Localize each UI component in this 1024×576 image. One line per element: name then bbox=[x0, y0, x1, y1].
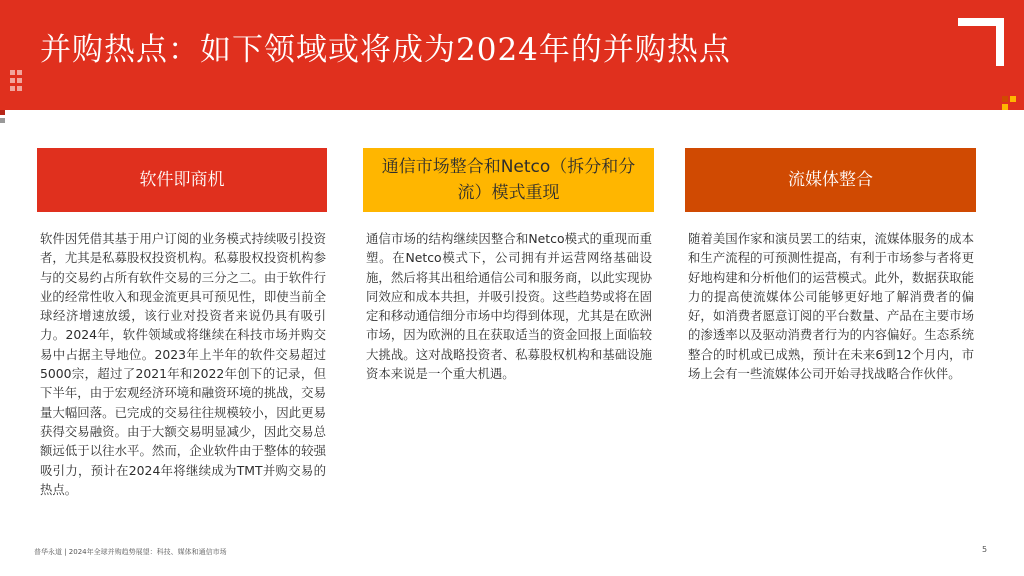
column-heading-streaming: 流媒体整合 bbox=[685, 148, 976, 212]
title-banner bbox=[0, 0, 1024, 110]
column-body-telecom: 通信市场的结构继续因整合和Netco模式的重现而重塑。在Netco模式下，公司拥有并运营网络基础设施，然后将其出租给通信公司和服务商，以此实现协同效应和成本共担，并吸引投资。这些趋势或将在固定和移动通信细分市场中均得到体现，尤其是在欧洲市场，因为欧洲的且在获取适当的资金回报上面临较大挑战。这对战略投资者、私募股权机构和基础设施资本来说是一个重大机遇。 bbox=[366, 231, 652, 382]
page-number: 5 bbox=[982, 545, 988, 554]
decorative-mark bbox=[1002, 104, 1008, 110]
decorative-mark bbox=[1010, 96, 1016, 102]
column-body-streaming: 随着美国作家和演员罢工的结束，流媒体服务的成本和生产流程的可预测性提高，有利于市场参与者将更好地构建和分析他们的运营模式。此外，数据获取能力的提高使流媒体公司能够更好地了解消费者的偏好，如消费者愿意订阅的平台数量、产品在主要市场的渗透率以及驱动消费者行为的内容偏好。生态系统整合的时机或已成熟，预计在未来6到12个月内，市场上会有一些流媒体公司开始寻找战略合作伙伴。 bbox=[688, 231, 974, 382]
footer-text: 普华永道 | 2024年全球并购趋势展望：科技、媒体和通信市场 bbox=[34, 548, 227, 556]
column-heading-software: 软件即商机 bbox=[37, 148, 327, 212]
column-heading-telecom: 通信市场整合和Netco（拆分和分流）模式重现 bbox=[363, 148, 654, 212]
page-title: 并购热点：如下领域或将成为2024年的并购热点 bbox=[40, 32, 731, 68]
decorative-mark bbox=[1002, 96, 1008, 102]
column-body-software: 软件因凭借其基于用户订阅的业务模式持续吸引投资者，尤其是私募股权投资机构。私募股权投资机构参与的交易约占所有软件交易的三分之二。由于软件行业的经常性收入和现金流更具可预见性，即使当前全球经济增速放缓，该行业对投资者来说仍具有吸引力。2024年，软件领域或将继续在科技市场并购交易中占据主导地位。2023年上半年的软件交易超过5000宗，超过了2021年和2022年创下的记录，但下半年，由于宏观经济环境和融资环境的挑战，交易量大幅回落。已完成的交易往往规模较小，因此更易获得交易融资。由于大额交易明显减少，因此交易总额远低于以往水平。然而，企业软件由于整体的较强吸引力，预计在2024年将继续成为TMT并购交易的热点。 bbox=[40, 231, 326, 497]
brand-logo bbox=[958, 18, 1004, 66]
decorative-dots bbox=[0, 70, 34, 130]
